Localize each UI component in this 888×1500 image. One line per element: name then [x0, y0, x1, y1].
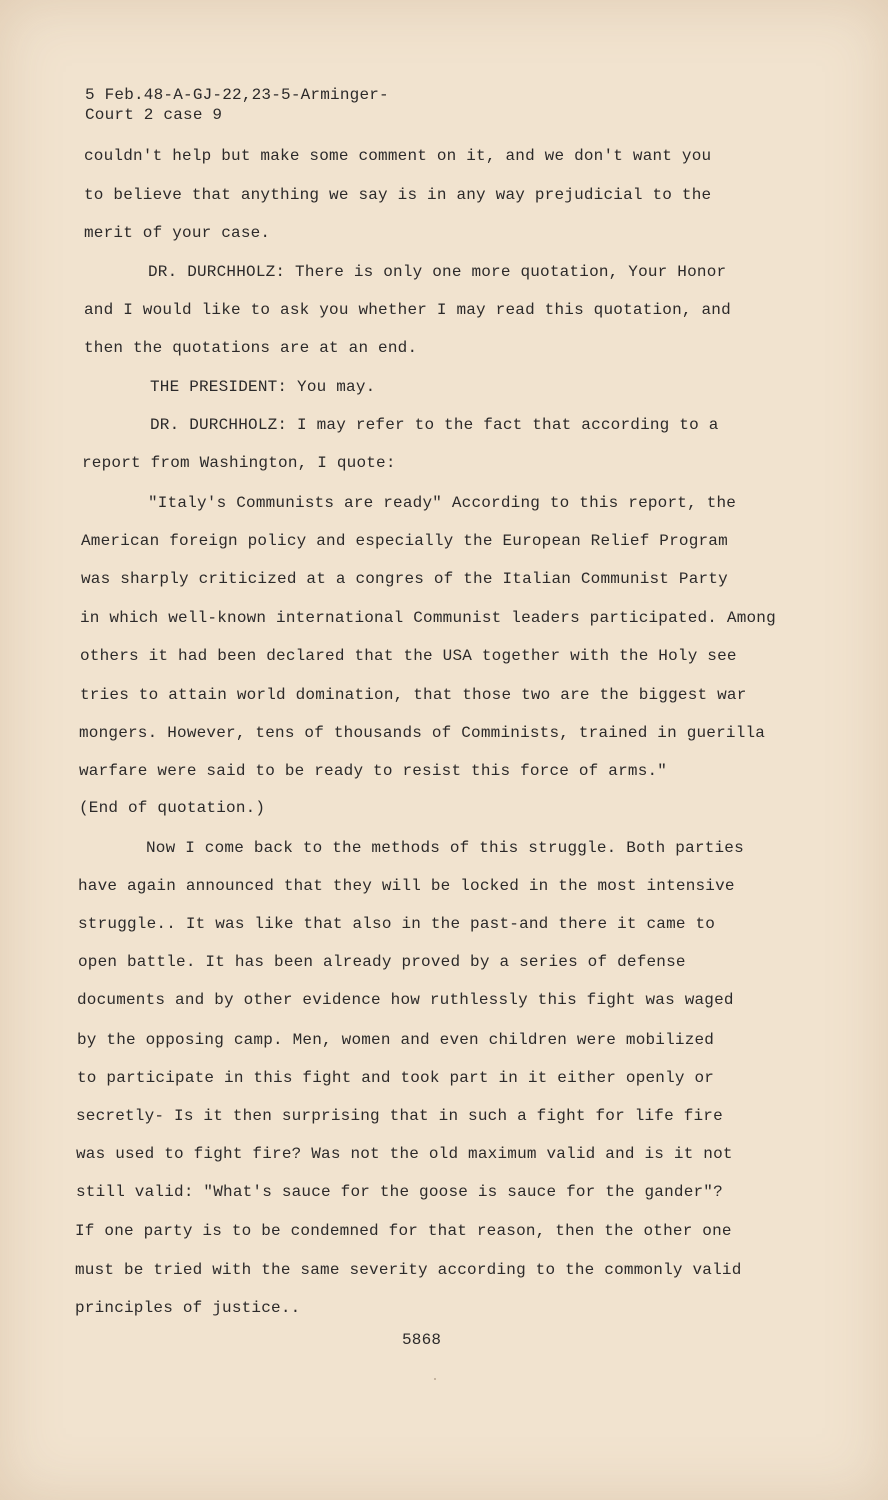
- quotation-end-line: (End of quotation.): [79, 799, 266, 817]
- text-line: merit of your case.: [84, 224, 271, 242]
- text-line: documents and by other evidence how ruthlessly this fight was waged: [77, 991, 734, 1009]
- text-line: struggle.. It was like that also in the past-and there it came to: [78, 915, 716, 933]
- text-line: was used to fight fire? Was not the old maximum valid and is it not: [76, 1145, 733, 1163]
- quotation-line: in which well-known international Communist leaders participated. Among: [80, 609, 776, 627]
- text-line: and I would like to ask you whether I may read this quotation, and: [84, 301, 731, 319]
- text-line: then the quotations are at an end.: [84, 339, 418, 357]
- text-line: secretly- Is it then surprising that in such a fight for life fire: [76, 1107, 723, 1125]
- text-line: couldn't help but make some comment on it, and we don't want you: [84, 147, 712, 165]
- quotation-line: "Italy's Communists are ready" According to this report, the: [148, 494, 737, 512]
- text-line: Now I come back to the methods of this struggle. Both parties: [146, 839, 744, 857]
- speaker-line-durchholz: DR. DURCHHOLZ: I may refer to the fact that according to a: [150, 416, 719, 434]
- text-line: open battle. It has been already proved by a series of defense: [78, 953, 686, 971]
- text-line: have again announced that they will be locked in the most intensive: [78, 877, 735, 895]
- text-line: must be tried with the same severity according to the commonly valid: [75, 1261, 742, 1279]
- speaker-line-president: THE PRESIDENT: You may.: [150, 378, 376, 396]
- page-number: 5868: [402, 1331, 442, 1349]
- header-date-reference: 5 Feb.48-A-GJ-22,23-5-Arminger-: [85, 86, 389, 104]
- quotation-line: mongers. However, tens of thousands of Comminists, trained in guerilla: [79, 724, 766, 742]
- text-line: report from Washington, I quote:: [82, 454, 396, 472]
- speaker-line-durchholz: DR. DURCHHOLZ: There is only one more quotation, Your Honor: [148, 263, 727, 281]
- quotation-line: others it had been declared that the USA together with the Holy see: [80, 647, 737, 665]
- quotation-line: American foreign policy and especially the European Relief Program: [81, 532, 728, 550]
- quotation-line: tries to attain world domination, that those two are the biggest war: [80, 686, 747, 704]
- quotation-line: warfare were said to be ready to resist this force of arms.": [79, 762, 668, 780]
- text-line: If one party is to be condemned for that reason, then the other one: [75, 1222, 732, 1240]
- document-header: [85, 85, 505, 125]
- text-line: to participate in this fight and took part in it either openly or: [77, 1069, 715, 1087]
- text-line: to believe that anything we say is in any way prejudicial to the: [84, 186, 712, 204]
- header-court-case: Court 2 case 9: [85, 106, 223, 124]
- quotation-line: was sharply criticized at a congres of the Italian Communist Party: [81, 570, 728, 588]
- text-line: still valid: "What's sauce for the goose is sauce for the gander"?: [76, 1183, 723, 1201]
- text-line: principles of justice..: [75, 1299, 301, 1317]
- text-line: by the opposing camp. Men, women and even children were mobilized: [77, 1031, 715, 1049]
- paper-speck: [434, 1378, 436, 1380]
